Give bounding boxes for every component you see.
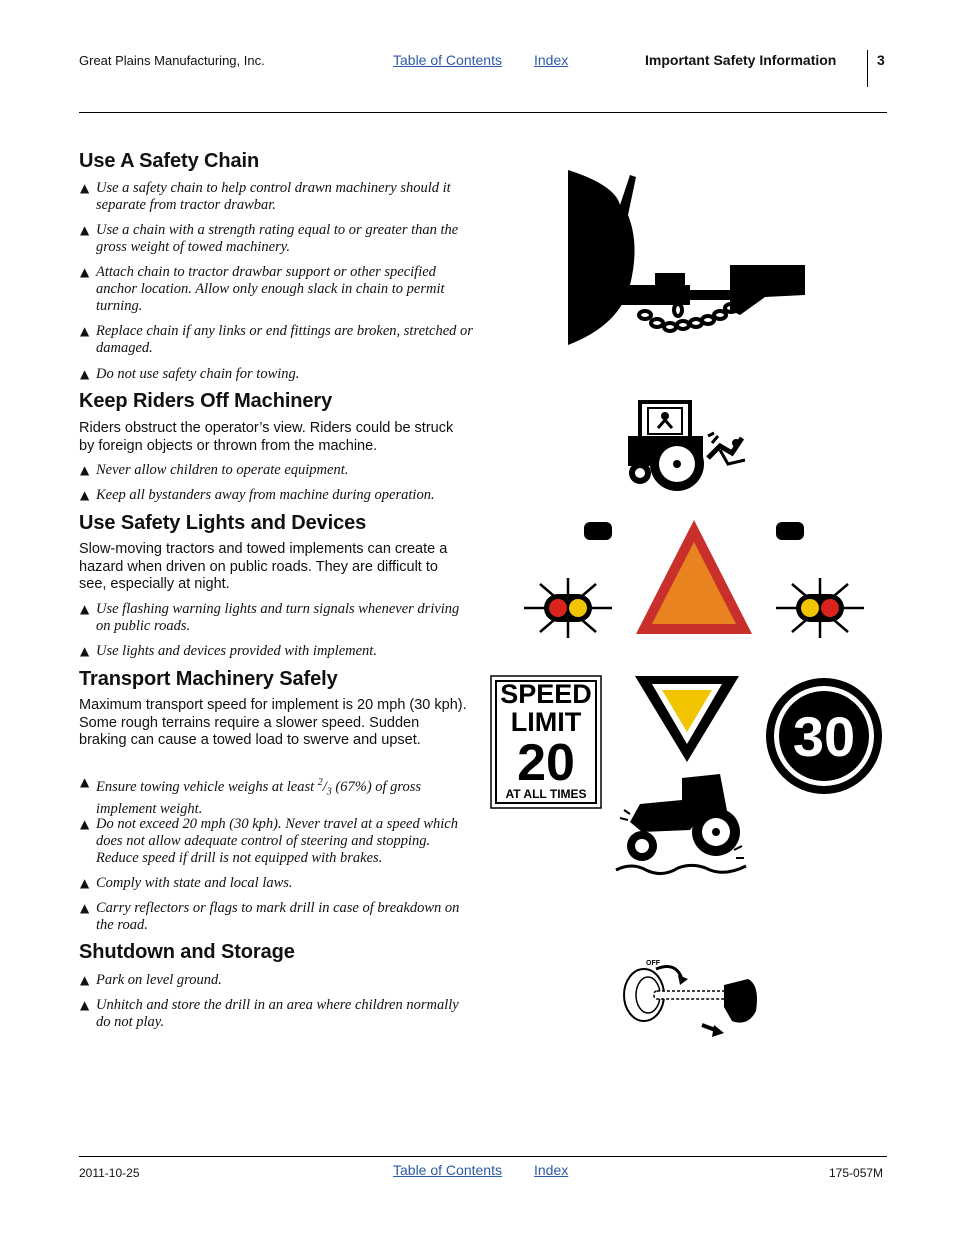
- triangle-bullet-icon: ▲: [80, 602, 90, 616]
- triangle-bullet-icon: ▲: [80, 644, 90, 658]
- header-rule: [79, 112, 887, 113]
- tractor-terrain-illustration: [612, 770, 752, 880]
- speed-sign-number: 20: [517, 734, 575, 792]
- bullet-item: ▲ Use flashing warning lights and turn signals whenever driving on public roads.: [80, 601, 460, 634]
- triangle-bullet-icon: ▲: [80, 181, 90, 195]
- speed-sign-line2: LIMIT: [510, 707, 582, 737]
- triangle-bullet-icon: ▲: [80, 367, 90, 381]
- speed-sign-line1: SPEED: [500, 679, 592, 709]
- footer-rule: [79, 1156, 887, 1157]
- bullet-item: ▲ Do not use safety chain for towing.: [80, 366, 300, 382]
- warning-lights-illustration: [520, 516, 868, 641]
- tractor-rider-illustration: [620, 398, 760, 498]
- triangle-bullet-icon: ▲: [80, 876, 90, 890]
- triangle-bullet-icon: ▲: [80, 223, 90, 237]
- triangle-bullet-icon: ▲: [80, 265, 90, 279]
- triangle-bullet-icon: ▲: [80, 901, 90, 915]
- bullet-item: ▲ Never allow children to operate equipment.: [80, 462, 349, 478]
- bullet-item: ▲ Do not exceed 20 mph (30 kph). Never travel at a speed which does not allow adequate control of steering and stopping. Reduce speed if drill is not equipped with brakes.: [80, 816, 458, 866]
- speed-sign-footer: AT ALL TIMES: [505, 787, 587, 801]
- bullet-item: ▲ Ensure towing vehicle weighs at least $^2/_3$ (67%) of gross implement weight.: [80, 775, 422, 817]
- header-divider: [867, 50, 868, 87]
- fraction-numerator: 2: [317, 777, 323, 788]
- round-sign-number: 30: [792, 705, 856, 768]
- heading-transport-safely: Transport Machinery Safely: [79, 668, 338, 690]
- footer-doc-code: 175-057M: [829, 1166, 884, 1180]
- index-link[interactable]: Index: [534, 52, 569, 68]
- bullet-item: ▲ Use a chain with a strength rating equal to or greater than the gross weight of towed machinery.: [80, 222, 459, 255]
- footer-index-link[interactable]: Index: [534, 1162, 569, 1178]
- triangle-bullet-icon: ▲: [80, 817, 90, 831]
- triangle-bullet-icon: ▲: [80, 488, 90, 502]
- triangle-bullet-icon: ▲: [80, 775, 90, 789]
- bullet-item: ▲ Park on level ground.: [80, 972, 222, 988]
- footer-toc-link[interactable]: Table of Contents: [393, 1162, 502, 1178]
- key-off-illustration: [620, 955, 765, 1045]
- bullet-item: ▲ Carry reflectors or flags to mark drill in case of breakdown on the road.: [80, 900, 460, 933]
- footer-date: 2011-10-25: [79, 1166, 140, 1180]
- transport-paragraph: Maximum transport speed for implement is 20 mph (30 kph). Some rough terrains require a slower speed. Sudden braking can cause a towed load to swerve and upset.: [79, 697, 467, 748]
- triangle-bullet-icon: ▲: [80, 998, 90, 1012]
- triangle-bullet-icon: ▲: [80, 463, 90, 477]
- triangle-bullet-icon: ▲: [80, 973, 90, 987]
- bullet-item: ▲ Attach chain to tractor drawbar support or other specified anchor location. Allow only enough slack in chain to permit turning.: [80, 264, 445, 314]
- triangle-bullet-icon: ▲: [80, 324, 90, 338]
- toc-link[interactable]: Table of Contents: [393, 52, 502, 68]
- bullet-item: ▲ Keep all bystanders away from machine during operation.: [80, 487, 435, 503]
- page-number: 3: [877, 52, 885, 68]
- bullet-item: ▲ Unhitch and store the drill in an area where children normally do not play.: [80, 997, 459, 1030]
- bullet-item: ▲ Comply with state and local laws.: [80, 875, 293, 891]
- lights-paragraph: Slow-moving tractors and towed implements can create a hazard when driven on public roads. They are difficult to see, especially at night.: [79, 541, 448, 592]
- heading-keep-riders-off: Keep Riders Off Machinery: [79, 390, 333, 412]
- safety-chain-illustration: [560, 165, 810, 350]
- heading-safety-chain: Use A Safety Chain: [79, 150, 260, 172]
- riders-paragraph: Riders obstruct the operator’s view. Riders could be struck by foreign objects or thrown from the machine.: [79, 420, 454, 454]
- bullet-item: ▲ Replace chain if any links or end fittings are broken, stretched or damaged.: [80, 323, 473, 356]
- yield-sign-icon: [632, 672, 742, 764]
- company-name: Great Plains Manufacturing, Inc.: [79, 53, 265, 68]
- bullet-item: ▲ Use a safety chain to help control drawn machinery should it separate from tractor drawbar.: [80, 180, 451, 213]
- key-off-label: OFF: [646, 960, 660, 967]
- heading-shutdown-storage: Shutdown and Storage: [79, 941, 295, 963]
- heading-safety-lights: Use Safety Lights and Devices: [79, 512, 367, 534]
- round-speed-sign: [764, 676, 884, 796]
- bullet-item: ▲ Use lights and devices provided with implement.: [80, 643, 377, 659]
- section-title: Important Safety Information: [645, 52, 837, 68]
- fraction-denominator: 3: [326, 786, 332, 798]
- speed-limit-sign: [490, 675, 602, 809]
